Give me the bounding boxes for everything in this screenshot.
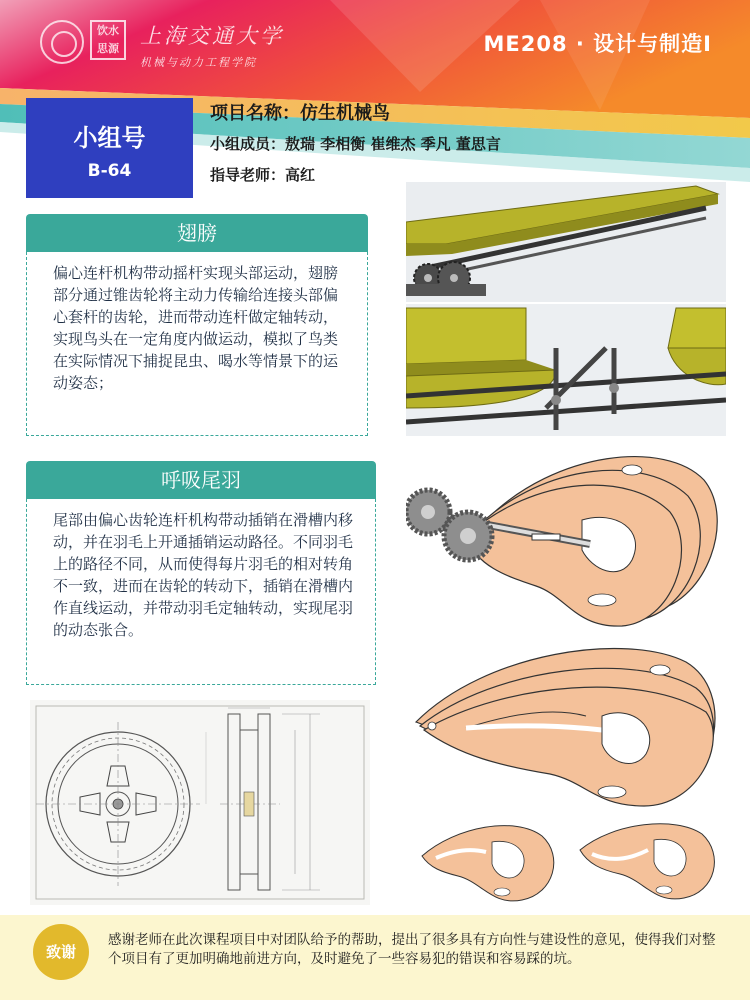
tail-render-1: [406, 440, 726, 628]
feather-render-2: [568, 812, 726, 908]
section-tail-body: 尾部由偏心齿轮连杆机构带动插销在滑槽内移动，并在羽毛上开通插销运动路径。不同羽毛上的路径不同，从而使得每片羽毛的相对转角不一致，进而在齿轮的转动下，插销在滑槽内作直线运动，并带动羽毛定轴转动，实现尾羽的动态张合。: [26, 499, 376, 685]
wing-render-2: [406, 304, 726, 436]
tail-render-1-graphic: [406, 440, 726, 628]
course-title: ME208 · 设计与制造I: [483, 32, 712, 56]
group-label: 小组号: [73, 124, 146, 152]
group-number-box: [26, 98, 193, 198]
tail-render-2: [406, 632, 726, 808]
feather-render-2-graphic: [568, 812, 726, 908]
feather-render-1-graphic: [406, 812, 564, 908]
tail-render-2-graphic: [406, 632, 726, 808]
seal-text: 饮水思源: [97, 24, 119, 55]
wing-render-2-graphic: [406, 304, 726, 436]
project-name: 项目名称：仿生机械鸟: [210, 103, 390, 124]
school-name-block: [140, 20, 284, 70]
project-advisor: 指导老师：高红: [210, 166, 316, 184]
university-seal-icon: [90, 20, 126, 60]
gear-drawing-graphic: [30, 700, 370, 905]
school-name: 上海交通大学: [140, 24, 284, 48]
gear-engineering-drawing: [30, 700, 370, 905]
school-subtitle: 机械与动力工程学院: [140, 56, 257, 69]
feather-render-1: [406, 812, 564, 908]
wing-render-1-graphic: [406, 182, 726, 302]
university-logo-icon: [40, 20, 84, 64]
section-tail-title: 呼吸尾羽: [26, 461, 376, 499]
thanks-text: 感谢老师在此次课程项目中对团队给予的帮助，提出了很多具有方向性与建设性的意见，使得我们对整个项目有了更加明确地前进方向，及时避免了一些容易犯的错误和容易踩的坑。: [108, 932, 716, 967]
wing-render-1: [406, 182, 726, 302]
section-wing-body: 偏心连杆机构带动摇杆实现头部运动，翅膀部分通过锥齿轮将主动力传输给连接头部偏心套杆的齿轮，进而带动连杆做定轴转动，实现鸟头在一定角度内做运动，模拟了鸟类在实际情况下捕捉昆虫、喝水等情景下的运动姿态；: [26, 252, 368, 436]
thanks-badge: 致谢: [33, 924, 89, 980]
project-members: 小组成员：敖瑞 李相衡 崔维杰 季凡 董思言: [210, 135, 501, 153]
section-wing-title: 翅膀: [26, 214, 368, 252]
group-number: B-64: [87, 161, 132, 181]
